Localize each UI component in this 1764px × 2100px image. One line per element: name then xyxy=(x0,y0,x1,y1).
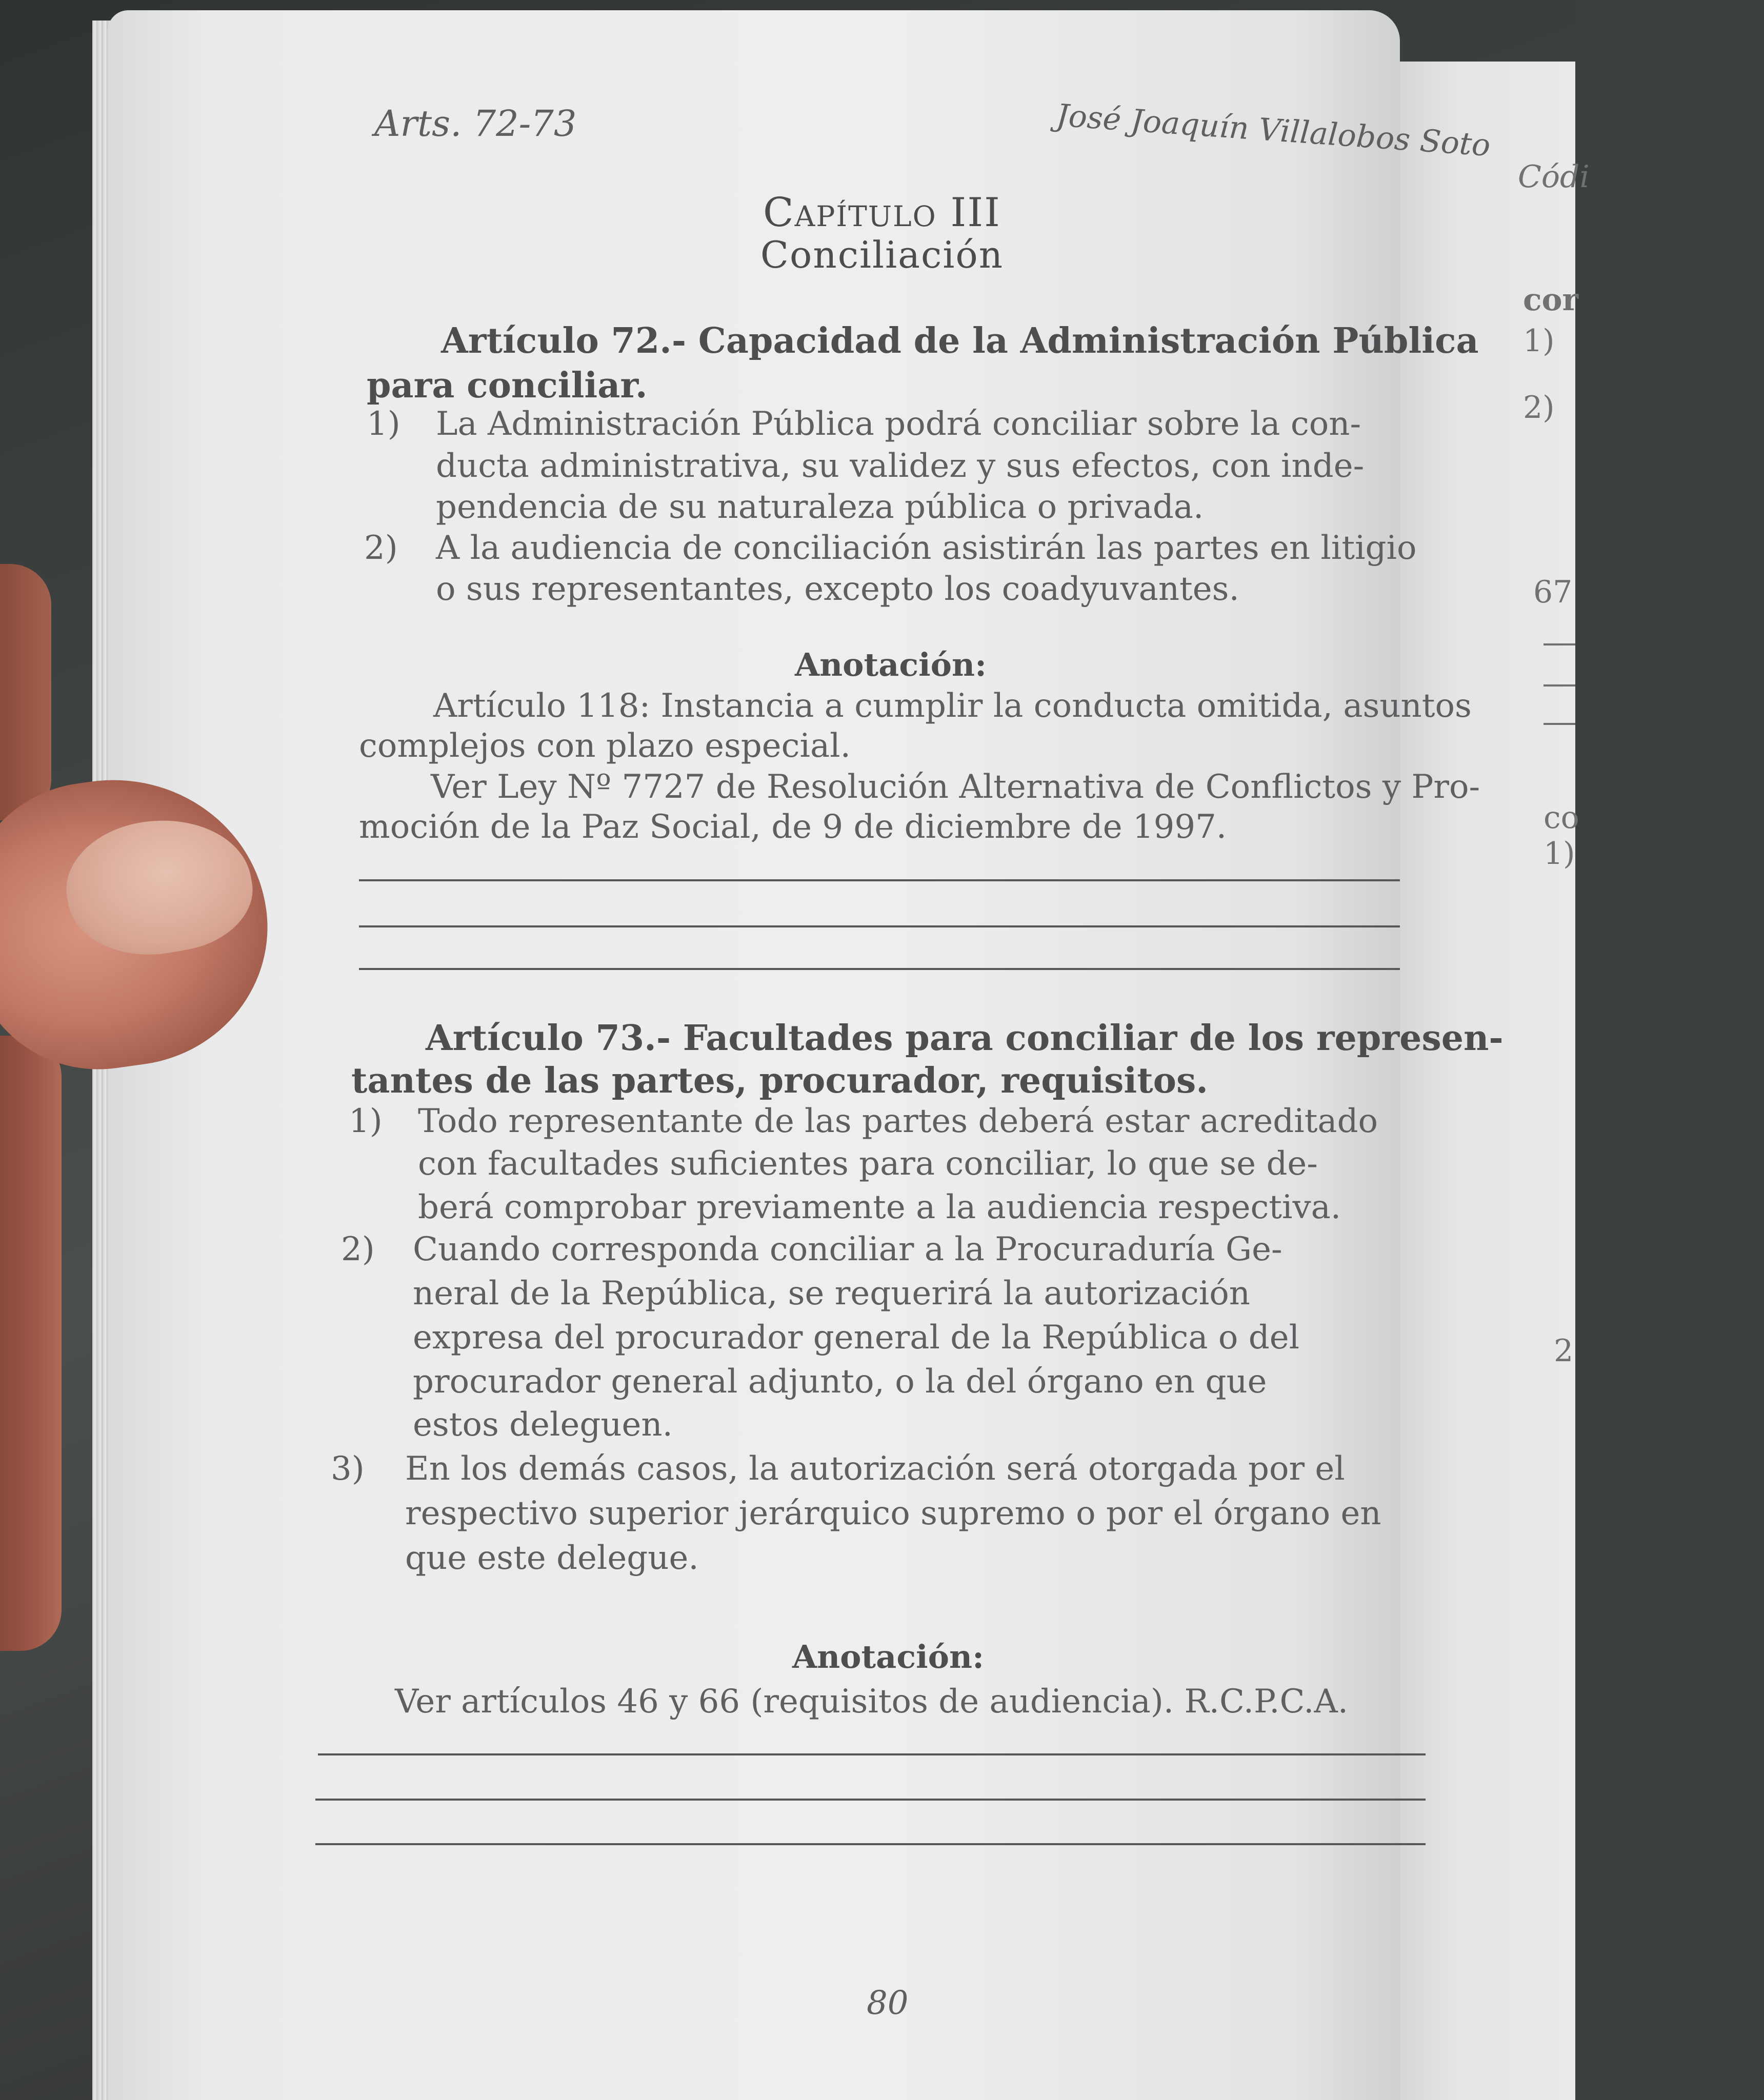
note-line xyxy=(315,1799,1426,1801)
annotation-line: Ver artículos 46 y 66 (requisitos de audiencia). R.C.P.C.A. xyxy=(395,1683,1349,1721)
article-73-item-line: estos deleguen. xyxy=(413,1406,673,1444)
article-73-item-number: 2) xyxy=(341,1230,375,1268)
running-header-left: Arts. 72-73 xyxy=(374,103,577,145)
facing-page-fragment: 1) xyxy=(1523,323,1555,359)
running-header-right: José Joaquín Villalobos Soto xyxy=(1055,97,1492,164)
article-72-item-line: ducta administrativa, su validez y sus efectos, con inde- xyxy=(436,447,1365,485)
chapter-title: Conciliación xyxy=(760,233,1004,276)
facing-page-rule xyxy=(1544,643,1575,645)
annotation-line: moción de la Paz Social, de 9 de diciembre de 1997. xyxy=(359,808,1227,846)
article-73-item-line: expresa del procurador general de la República o del xyxy=(413,1319,1300,1357)
article-72-title-line2: para conciliar. xyxy=(367,365,648,406)
annotation-line: Artículo 118: Instancia a cumplir la conducta omitida, asuntos xyxy=(433,687,1472,725)
article-73-item-line: procurador general adjunto, o la del órgano en que xyxy=(413,1363,1267,1401)
article-73-item-line: Todo representante de las partes deberá estar acreditado xyxy=(418,1102,1378,1140)
facing-page xyxy=(1379,62,1590,2100)
finger xyxy=(0,564,51,820)
facing-page-fragment: 2 xyxy=(1554,1333,1574,1369)
article-72-item-line: pendencia de su naturaleza pública o privada. xyxy=(436,488,1204,526)
facing-page-fragment: cor xyxy=(1523,282,1579,318)
article-73-item-line: que este delegue. xyxy=(405,1539,699,1577)
note-line xyxy=(318,1753,1426,1755)
article-73-title-line2: tantes de las partes, procurador, requisitos. xyxy=(351,1060,1208,1101)
article-73-item-line: berá comprobar previamente a la audiencia respectiva. xyxy=(418,1188,1341,1226)
article-73-annotation-title: Anotación: xyxy=(792,1638,984,1675)
facing-page-fragment: 1) xyxy=(1544,836,1575,872)
note-line xyxy=(359,925,1400,927)
article-72-item-number: 2) xyxy=(364,529,398,567)
chapter-label: Capítulo III xyxy=(763,190,1001,236)
article-73-item-line: En los demás casos, la autorización será otorgada por el xyxy=(405,1450,1345,1488)
article-73-item-line: con facultades suficientes para conciliar, lo que se de- xyxy=(418,1145,1318,1183)
facing-page-rule xyxy=(1544,684,1575,686)
article-72-item-number: 1) xyxy=(367,405,400,443)
note-line xyxy=(359,968,1400,970)
facing-page-fragment: 67 xyxy=(1533,574,1573,610)
facing-page-rule xyxy=(1544,723,1575,725)
note-line xyxy=(359,879,1400,881)
page-number: 80 xyxy=(867,1984,909,2022)
note-line xyxy=(315,1843,1426,1845)
article-73-item-number: 1) xyxy=(349,1102,383,1140)
article-72-title-line1: Artículo 72.- Capacidad de la Administración Pública xyxy=(441,320,1479,361)
article-73-item-line: neral de la República, se requerirá la autorización xyxy=(413,1275,1250,1312)
article-73-item-number: 3) xyxy=(331,1450,365,1488)
annotation-line: complejos con plazo especial. xyxy=(359,727,851,765)
annotation-line: Ver Ley Nº 7727 de Resolución Alternativa de Conflictos y Pro- xyxy=(431,768,1480,806)
finger xyxy=(0,1036,62,1651)
article-73-item-line: respectivo superior jerárquico supremo o por el órgano en xyxy=(405,1495,1381,1532)
article-72-annotation-title: Anotación: xyxy=(795,646,987,683)
facing-page-fragment: Códi xyxy=(1518,159,1590,195)
article-73-item-line: Cuando corresponda conciliar a la Procuraduría Ge- xyxy=(413,1230,1282,1268)
facing-page-fragment: 2) xyxy=(1523,390,1555,426)
facing-page-fragment: co xyxy=(1544,800,1579,836)
article-72-item-line: A la audiencia de conciliación asistirán las partes en litigio xyxy=(436,529,1417,567)
article-72-item-line: o sus representantes, excepto los coadyuvantes. xyxy=(436,570,1239,608)
article-72-item-line: La Administración Pública podrá conciliar sobre la con- xyxy=(436,405,1361,443)
article-73-title-line1: Artículo 73.- Facultades para conciliar de los represen- xyxy=(426,1018,1504,1059)
